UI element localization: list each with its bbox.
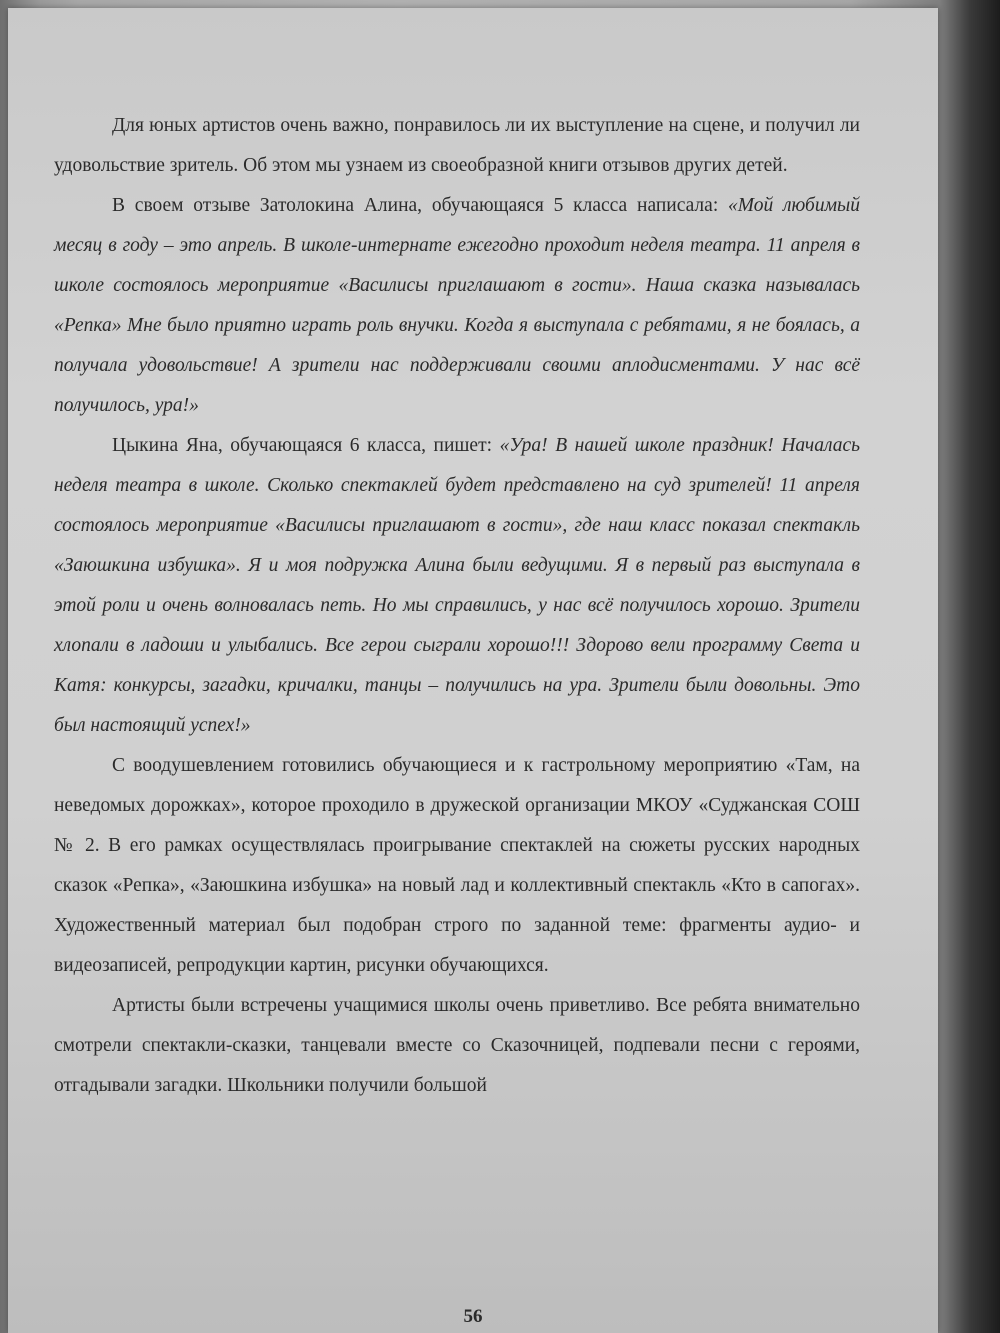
paragraph-4-text: С воодушевлением готовились обучающиеся и к гастрольному мероприятию «Там, на неведомых дорожках», которое проходило в дружеской организации МКОУ «Суджанская СОШ № 2. В его рамках осуществлялась проигрывание спектаклей на сюжеты русских народных сказок «Репка», «Заюшкина избушка» на новый лад и коллективный спектакль «Кто в сапогах». Художественный материал был подобран строго по заданной теме: фрагменты аудио- и видеозаписей, репродукции картин, рисунки обучающихся. <box>54 755 860 976</box>
page-number: 56 <box>463 1306 483 1327</box>
paragraph-2-lead: В своем отзыве Затолокина Алина, обучающаяся 5 класса написала: <box>112 195 729 216</box>
paragraph-5-text: Артисты были встречены учащимися школы очень приветливо. Все ребята внимательно смотрели спектакли-сказки, танцевали вместе со Сказочницей, подпевали песни с героями, отгадывали загадки. Школьники получили большой <box>54 995 860 1096</box>
paragraph-1-text: Для юных артистов очень важно, понравилось ли их выступление на сцене, и получил ли удовольствие зритель. Об этом мы узнаем из своеобразной книги отзывов других детей. <box>54 115 860 176</box>
paragraph-3 <box>54 426 860 746</box>
document-body <box>54 106 860 1106</box>
paragraph-3-lead: Цыкина Яна, обучающаяся 6 класса, пишет: <box>112 435 500 456</box>
paragraph-2-quote: «Мой любимый месяц в году – это апрель. В школе-интернате ежегодно проходит неделя театра. 11 апреля в школе состоялось мероприятие «Василисы приглашают в гости». Наша сказка называлась «Репка» Мне было приятно играть роль внучки. Когда я выступала с ребятами, я не боялась, а получала удовольствие! А зрители нас поддерживали своими аплодисментами. У нас всё получилось, ура!» <box>54 195 860 416</box>
paragraph-1 <box>54 106 860 186</box>
paragraph-5 <box>54 986 860 1106</box>
document-page <box>8 8 938 1333</box>
paragraph-4 <box>54 746 860 986</box>
paragraph-3-quote: «Ура! В нашей школе праздник! Началась неделя театра в школе. Сколько спектаклей будет представлено на суд зрителей! 11 апреля состоялось мероприятие «Василисы приглашают в гости», где наш класс показал спектакль «Заюшкина избушка». Я и моя подружка Алина были ведущими. Я в первый раз выступала в этой роли и очень волновалась петь. Но мы справились, у нас всё получилось хорошо. Зрители хлопали в ладоши и улыбались. Все герои сыграли хорошо!!! Здорово вели программу Света и Катя: конкурсы, загадки, кричалки, танцы – получились на ура. Зрители были довольны. Это был настоящий успех!» <box>54 435 860 736</box>
paragraph-2 <box>54 186 860 426</box>
